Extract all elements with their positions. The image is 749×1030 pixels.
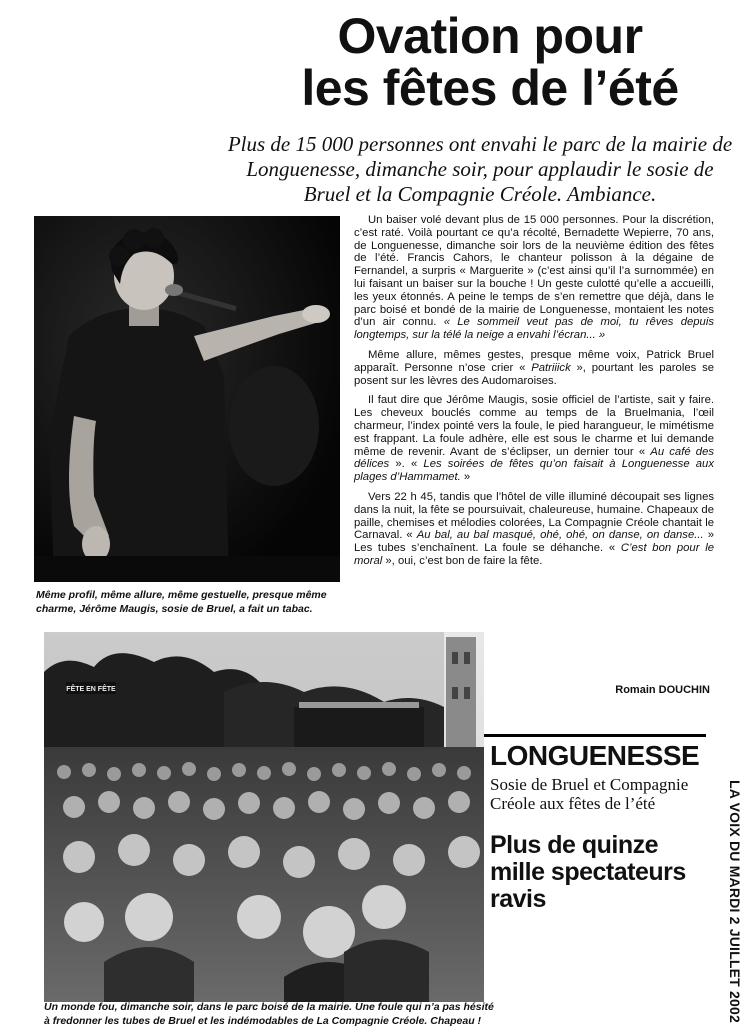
headline	[250, 10, 730, 114]
crowd-photo-image	[44, 632, 484, 1002]
singer-photo-caption: Même profil, même allure, même gestuelle, presque même charme, Jérôme Maugis, sosie de Bruel, a fait un tabac.	[36, 589, 327, 615]
fete-sign-text: FÊTE EN FÊTE	[66, 686, 116, 693]
singer-photo-image	[34, 216, 340, 582]
crowd-photo	[44, 632, 484, 1002]
article-paragraph: Il faut dire que Jérôme Maugis, sosie officiel de l’artiste, sait y faire. Les cheveux bouclés comme au temps de la Bruelmania, l’œil charmeur, l’index pointé vers la foule, le pied harangueur, le mimétisme est frappant. La foule adhère, elle est sous le charme et lui demande même de revenir. Avant de s’éclipser, un dernier tour « Au café des délices ». « Les soirées de fêtes qu’on faisait à Longuenesse aux plages d’Hammamet. »	[354, 394, 714, 484]
article-paragraph: Vers 22 h 45, tandis que l’hôtel de ville illuminé découpait ses lignes dans la nuit, la fête se poursuivait, chaleureuse, humaine. Chapeaux de paille, chemises et mélodies colorées, La Compagnie Créole chantait le Carnaval. « Au bal, au bal masqué, ohé, ohé, on danse, on danse... » Les tubes s’enchaînent. La foule se déhanche. « C’est bon pour le moral », oui, c’est bon de faire la fête.	[354, 490, 714, 567]
headline-line-1: Ovation pour	[337, 8, 643, 64]
author-signature: Romain DOUCHIN	[615, 684, 710, 696]
article-paragraph: Même allure, mêmes gestes, presque même voix, Patrick Bruel apparaît. Personne n’ose crier « Patriiick », pourtant les paroles se posent sur les lèvres des Audomaroises.	[354, 348, 714, 387]
sidebox-subtitle: Sosie de Bruel et Compagnie Créole aux fêtes de l’été	[490, 775, 689, 813]
singer-photo	[34, 216, 340, 582]
sidebox-headline: Plus de quinze mille spectateurs ravis	[490, 831, 686, 913]
publication-date-text: LA VOIX DU MARDI 2 JUILLET 2002	[727, 780, 743, 1023]
sidebox-city: LONGUENESSE	[490, 740, 700, 771]
headline-line-2: les fêtes de l’été	[301, 60, 679, 116]
article-paragraph: Un baiser volé devant plus de 15 000 personnes. Pour la discrétion, c’est raté. Voilà pourtant ce qu’a récolté, Bernadette Wepierre, 70 ans, de Longuenesse, dimanche soir lors de la neuvième édition des fêtes de l’été. Francis Cahors, le chanteur polisson à la dégaine de Fernandel, a surpris « Marguerite » (c’est ainsi qu’il l’a surnommée) en lui faisant un baiser sur la bouche ! Un geste culotté qu’elle a accueilli, les yeux étonnés. A peine le temps de s’en remettre que déjà, dans le parc boisé et bondé de la mairie de Longuenesse, montaient les notes d’un air connu. « Le sommeil veut pas de moi, tu rêves depuis longtemps, sur la télé la neige a envahi l’écran... »	[354, 214, 714, 342]
crowd-photo-caption: Un monde fou, dimanche soir, dans le parc boisé de la mairie. Une foule qui n’a pas hésité à fredonner les tubes de Bruel et les indémodables de La Compagnie Créole. Chapeau !	[44, 1001, 494, 1027]
article-body	[354, 214, 714, 575]
lede: Plus de 15 000 personnes ont envahi le parc de la mairie de Longuenesse, dimanche soir, pour applaudir le sosie de Bruel et la Compagnie Créole. Ambiance.	[227, 132, 733, 206]
publication-date	[723, 780, 743, 1023]
sidebox-rule	[484, 734, 706, 737]
